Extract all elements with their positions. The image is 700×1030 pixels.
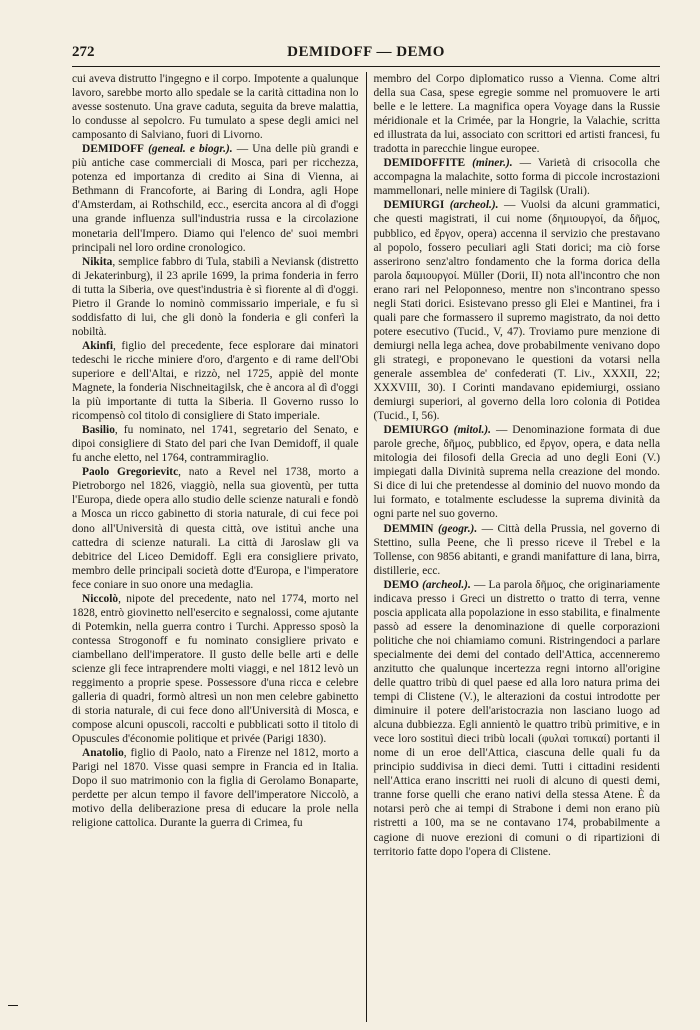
dictionary-entry — [374, 522, 661, 578]
entry-text: , nato a Revel nel 1738, morto a Pietroborgo nel 1826, viaggiò, nella sua gioventù, per tutta l'Europa, diede opera allo studio delle scienze naturali e fondò a Mosca un ricco gabinetto di storia naturale, di cui fece poi dono all'Università di questa città, ove istituì anche una cattedra di scienze naturali. La città di Jaroslaw gli va debitrice del Liceo Demidoff. Egli era consigliere privato, membro delle principali società dotte d'Europa, e l'imperatore fece coniare in suo onore una medaglia. — [72, 466, 359, 591]
dictionary-entry — [72, 746, 359, 830]
entry-headword: DEMIDOFF — [82, 143, 145, 156]
entry-label: (geneal. e biogr.). — [148, 143, 233, 156]
entry-headword: DEMIURGO — [383, 424, 449, 437]
left-column — [72, 72, 366, 1022]
entry-headword: Anatolio — [82, 747, 124, 760]
entry-text: — Una delle più grandi e più antiche case commerciali di Mosca, pari per ricchezza, potenza ed importanza di credito ai Sina di Vienna, ai Bethmann di Francoforte, ai Baring di Londra, agli Hope d'Amsterdam, ai Rothschild, ecc., esercita ancora al dì d'oggi una grande influenza sull'industria russa e la circolazione monetaria dell'Impero. Diamo qui l'elenco de' suoi membri principali nel loro ordine cronologico. — [72, 143, 359, 254]
entry-headword: Basilio — [82, 424, 115, 437]
entry-label: (miner.). — [472, 157, 513, 170]
entry-text: cui aveva distrutto l'ingegno e il corpo. Impotente a qualunque lavoro, sarebbe morto allo spedale se la carità cittadina non lo avesse sostenuto. Una grave caduta, seguita da breve malattia, lo condusse al sepolcro. Fu tumulato a spese degli amici nel camposanto di Salviano, fuori di Livorno. — [72, 73, 359, 142]
dictionary-entry — [72, 255, 359, 339]
entry-text: , figlio di Paolo, nato a Firenze nel 1812, morto a Parigi nel 1870. Visse quasi sempre in Francia ed in Italia. Dopo il suo matrimonio con la figlia di Gerolamo Bonaparte, perdette per alcun tempo il favore dell'imperatore Niccolò, a motivo della deliberazione presa di educare la prole nella religione cattolica. Durante la guerra di Crimea, fu — [72, 747, 359, 830]
dictionary-entry — [374, 423, 661, 521]
continued-paragraph — [374, 72, 661, 156]
entry-label: (archeol.). — [422, 578, 471, 591]
entry-text: — Denominazione formata di due parole greche, δῆμος, pubblico, ed ἔργον, opera, e data nella mitologia dei filosofi della Grecia ad uno degli Eoni (V.) impiegati dalla Divinità suprema nella creazione del mondo. Si dice di lui che pretendesse al dominio del nuovo mondo da lui formato, e totalmente escludesse la suprema divinità da ogni parte nel suo governo. — [373, 424, 660, 521]
running-title: DEMIDOFF — DEMO — [287, 44, 445, 60]
page-number: 272 — [72, 44, 95, 60]
entry-headword: DEMO — [383, 578, 419, 591]
margin-mark — [8, 1005, 18, 1006]
dictionary-entry — [374, 578, 661, 859]
dictionary-entry — [72, 592, 359, 747]
dictionary-entry — [72, 465, 359, 591]
right-column — [366, 72, 661, 1022]
entry-headword: DEMIDOFFITE — [383, 157, 466, 170]
entry-label: (archeol.). — [449, 199, 499, 212]
entry-label: (geogr.). — [437, 522, 478, 535]
entry-headword: DEMIURGI — [383, 199, 445, 212]
entry-headword: DEMMIN — [383, 522, 434, 535]
dictionary-entry — [374, 198, 661, 423]
entry-label: (mitol.). — [453, 424, 491, 437]
entry-text: — Città della Prussia, nel governo di Stettino, sulla Peene, che lì presso riceve il Trebel e la Tollense, con 9856 abitanti, e grandi manifatture di lana, birra, distillerie, ecc. — [373, 522, 660, 577]
entry-headword: Niccolò — [82, 592, 119, 605]
dictionary-entry — [72, 142, 359, 254]
entry-text: membro del Corpo diplomatico russo a Vienna. Come altri della sua Casa, spese egregie somme nel promuovere le arti belle e le lettere. La magnifica opera Voyage dans la Russie méridionale et la Crimée, par la Hongrie, la Valachie, scritta ed illustrata da lui, associato con scrittori ed artisti francesi, fu tradotta in parecchie lingue europee. — [373, 73, 660, 156]
dictionary-entry — [72, 423, 359, 465]
dictionary-entry — [72, 339, 359, 423]
dictionary-entry — [374, 156, 661, 198]
entry-headword: Nikita — [82, 255, 113, 268]
page-header — [72, 44, 660, 67]
text-columns — [72, 72, 660, 1022]
entry-text: — Varietà di crisocolla che accompagna la malachite, sotto forma di piccole incrostazioni mammellonari, nelle miniere di Tagilsk (Urali). — [373, 157, 660, 198]
entry-headword: Paolo Gregorievitc — [82, 466, 179, 479]
continued-paragraph — [72, 72, 359, 142]
entry-text: , semplice fabbro di Tula, stabilì a Neviansk (distretto di Jekaterinburg), il 23 aprile 1699, la prima fonderia in ferro di tutta la Siberia, ove quest'industria è sì fiorente al dì d'oggi. Pietro il Grande lo nominò commissario imperiale, e fu sì soddisfatto di lui, che gli donò la fonderia e gli conferì la nobiltà. — [72, 255, 359, 338]
entry-text: — La parola δῆμος, che originariamente indicava presso i Greci un distretto o tratto di terra, venne poscia applicata alla popolazione in esso stabilita, e finalmente passò ad essere la denominazione di quelle corporazioni politiche che noi chiamiamo comuni. Ristringendoci a parlare specialmente dei demi del contado dell'Attica, accenneremo anzitutto che qualunque incertezza regni intorno all'origine delle quattro tribù di quel paese ed alla loro natura prima dei tempi di Clistene (V.), le alterazioni da costui introdotte per diminuire il potere dell'aristocrazia non lasciano luogo ad alcuna dubbiezza. Egli annientò le quattro tribù primitive, e in vece loro sostituì dieci tribù locali (φυλαὶ τοπικαί) portanti il nome di un eroe dell'Attica, ciascuna delle quali fu da principio suddivisa in dieci demi. Tutti i cittadini residenti nell'Attica erano inscritti nei ruoli di alcuno di questi demi, tranne forse quelli che erano nativi della stessa Atene. È da notarsi però che ai tempi di Strabone i demi non erano più ristretti a 100, ma se ne contavano 174, probabilmente a cagione di nuove erezioni di comuni o di ripartizioni di territorio fatte dopo l'opera di Clistene. — [373, 578, 660, 858]
entry-text: , fu nominato, nel 1741, segretario del Senato, e dipoi consigliere di Stato del pari che Ivan Demidoff, il quale fu anche eletto, nel 1764, contrammiraglio. — [72, 424, 359, 465]
entry-text: , nipote del precedente, nato nel 1774, morto nel 1828, entrò giovinetto nell'esercito e segnalossi, come ajutante di Potemkin, nella guerra contro i Turchi. Appresso sposò la contessa Strogonoff e fu nominato consigliere privato e ciambellano dell'imperatore. Il gusto delle belle arti e delle scienze gli fece intraprendere molti viaggi, e nel 1812 levò un reggimento a proprie spese. Possessore d'una ricca e celebre galleria di quadri, formò altresì un non men celebre gabinetto di storia naturale, di cui fece dono all'Università di Mosca, e compose alcuni opuscoli, raccolti e pubblicati sotto il titolo di Opuscules d'économie politique et privée (Parigi 1830). — [72, 592, 359, 746]
entry-text: — Vuolsi da alcuni grammatici, che questi magistrati, il cui nome (δημιουργοί, da δῆμος, pubblico, ed ἔργον, opera) accenna il servizio che prestavano al popolo, fossero peculiari agli Stati dorici; ma ciò forse asserirono senz'altro fondamento che la forma dorica della parola δαμιουργοί. Müller (Dorii, II) nota all'incontro che non erano rari nel Peloponneso, mentre non s'incontrano spesso negli Stati dorici. Esistevano presso gli Elei e Mantinei, fra i quali pare che formassero il supremo magistrato, da noi detto potere esecutivo (Tucid., V, 47). Troviamo pure menzione di demiurgi nella lega achea, dove probabilmente venivano dopo gli strategi, e proponevano le questioni da votarsi nella generale assemblea de' confederati (T. Liv., XXXII, 22; XXXVIII, 30). I Corinti mandavano epidemiurgi, ossiano demiurgi superiori, al governo della loro colonia di Potidea (Tucid., I, 56). — [373, 199, 660, 423]
entry-headword: Akinfi — [82, 339, 114, 352]
entry-text: , figlio del precedente, fece esplorare dai minatori tedeschi le ricche miniere d'oro, d'argento e di rame dell'Obi superiore e dell'Altai, e rizzò, nel 1725, appiè del monte Magnete, la fonderia Nischneitagilsk, che è ancora al dì d'oggi la più importante di tutta la Siberia. Il Governo russo lo ricompensò col titolo di consigliere di Stato imperiale. — [72, 339, 359, 423]
